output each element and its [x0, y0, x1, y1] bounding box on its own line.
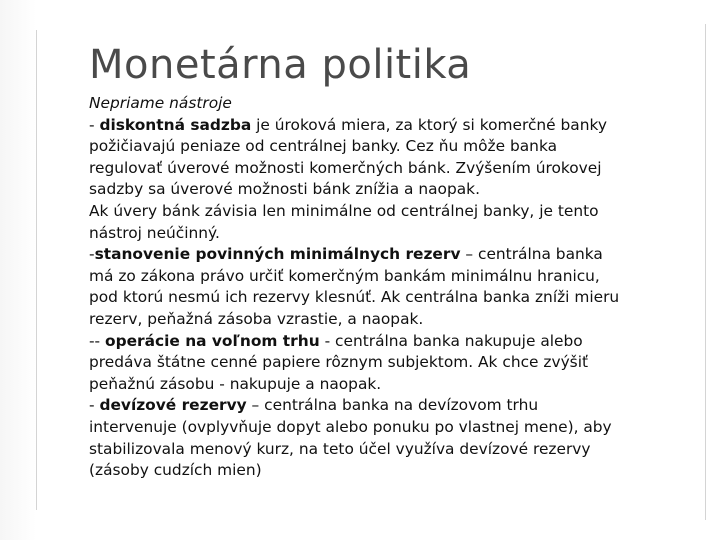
left-border-line	[36, 30, 37, 510]
text-run: – centrálna banka na devízovom trhu	[246, 396, 539, 415]
text-run: --	[89, 331, 105, 350]
slide-title: Monetárna politika	[89, 42, 472, 88]
bold-term: operácie na voľnom trhu	[105, 331, 320, 350]
text-line	[89, 93, 714, 115]
text-line	[89, 352, 714, 374]
text-run: nástroj neúčinný.	[89, 223, 220, 242]
text-run: (zásoby cudzích mien)	[89, 461, 262, 480]
text-line	[89, 158, 714, 180]
text-run: požičiavajú peniaze od centrálnej banky. Cez ňu môže banka	[89, 137, 558, 156]
text-run: je úroková miera, za ktorý si komerčné banky	[251, 115, 607, 134]
bold-term: devízové rezervy	[99, 396, 247, 415]
text-line	[89, 460, 714, 482]
italic-subheading: Nepriame nástroje	[89, 94, 232, 112]
slide-edge-shade	[0, 0, 36, 540]
text-line	[89, 201, 714, 223]
text-line	[89, 115, 714, 137]
text-run: Ak úvery bánk závisia len minimálne od centrálnej banky, je tento	[89, 201, 599, 220]
text-run: -	[89, 115, 100, 134]
text-line	[89, 374, 714, 396]
text-line	[89, 223, 714, 245]
text-line	[89, 244, 714, 266]
text-run: pod ktorú nesmú ich rezervy klesnúť. Ak centrálna banka zníži mieru	[89, 288, 620, 307]
text-run: má zo zákona právo určiť komerčným bankám minimálnu hranicu,	[89, 266, 600, 285]
bold-term: diskontná sadzba	[99, 115, 252, 134]
text-line	[89, 136, 714, 158]
text-run: rezerv, peňažná zásoba vzrastie, a naopak.	[89, 309, 424, 328]
text-line	[89, 266, 714, 288]
text-line	[89, 331, 714, 353]
text-run: -	[89, 245, 95, 264]
text-run: stabilizovala menový kurz, na teto účel využíva devízové rezervy	[89, 439, 591, 458]
slide-body-text	[89, 93, 714, 482]
text-line	[89, 179, 714, 201]
text-run: sadzby sa úverové možnosti bánk znížia a naopak.	[89, 180, 480, 199]
text-line	[89, 309, 714, 331]
text-run: intervenuje (ovplyvňuje dopyt alebo ponuku po vlastnej mene), aby	[89, 417, 612, 436]
text-line	[89, 439, 714, 461]
text-line	[89, 395, 714, 417]
text-run: - centrálna banka nakupuje alebo	[319, 331, 583, 350]
text-run: predáva štátne cenné papiere rôznym subjektom. Ak chce zvýšiť	[89, 353, 589, 372]
text-run: – centrálna banka	[460, 245, 603, 264]
text-run: regulovať úverové možnosti komerčných bánk. Zvýšením úrokovej	[89, 158, 602, 177]
text-run: -	[89, 396, 100, 415]
text-line	[89, 417, 714, 439]
text-line	[89, 287, 714, 309]
bold-term: stanovenie povinných minimálnych rezerv	[94, 245, 461, 264]
text-run: peňažnú zásobu - nakupuje a naopak.	[89, 374, 382, 393]
